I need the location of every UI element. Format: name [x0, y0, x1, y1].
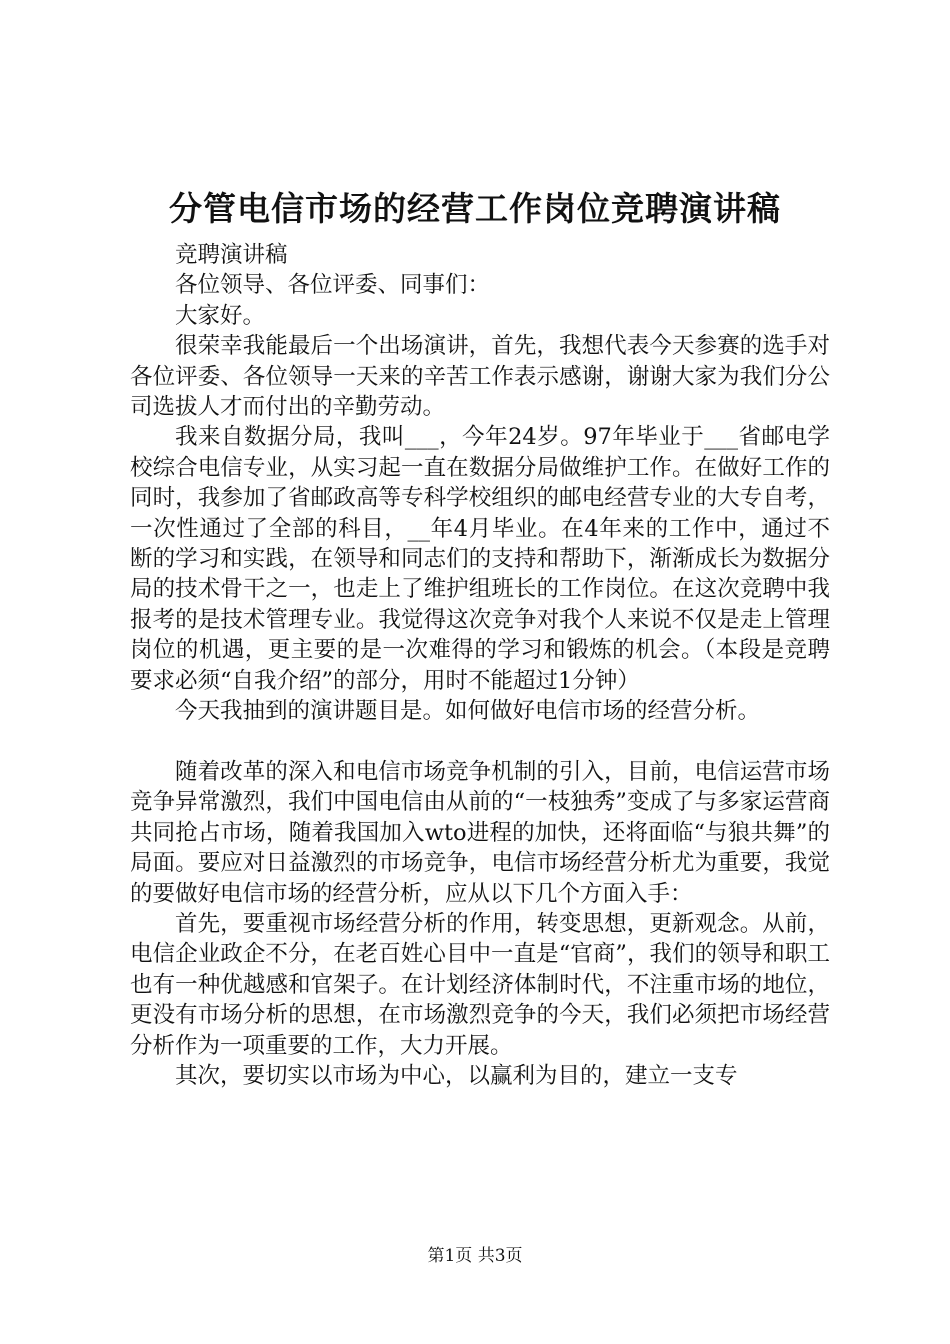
paragraph-topic: 今天我抽到的演讲题目是。如何做好电信市场的经营分析。	[175, 698, 761, 725]
paragraph-greeting: 大家好。	[175, 302, 266, 329]
paragraph-background: 随着改革的深入和电信市场竞争机制的引入，目前，电信运营市场竞争异常激烈，我们中国电信由从前的“一枝独秀”变成了与多家运营商共同抢占市场，随着我国加入wto进程的加快，还将面临“与狼共舞”的局面。要应对日益激烈的市场竞争，电信市场经营分析尤为重要，我觉的要做好电信市场的经营分析，应从以下几个方面入手：	[130, 758, 830, 907]
paragraph-second-point: 其次，要切实以市场为中心，以赢利为目的，建立一支专	[175, 1062, 738, 1089]
document-body	[130, 240, 830, 1091]
page-footer: 第1页 共3页	[427, 1246, 523, 1266]
paragraph-salutation: 各位领导、各位评委、同事们：	[175, 272, 491, 299]
paragraph-self-intro: 我来自数据分局，我叫___，今年24岁。97年毕业于___省邮电学校综合电信专业，从实习起一直在数据分局做维护工作。在做好工作的同时，我参加了省邮政高等专科学校组织的邮电经营专业的大专自考，一次性通过了全部的科目，__年4月毕业。在4年来的工作中，通过不断的学习和实践，在领导和同志们的支持和帮助下，渐渐成长为数据分局的技术骨干之一，也走上了维护组班长的工作岗位。在这次竞聘中我报考的是技术管理专业。我觉得这次竞争对我个人来说不仅是走上管理岗位的机遇，更主要的是一次难得的学习和锻炼的机会。（本段是竞聘要求必须“自我介绍”的部分，用时不能超过1分钟）	[130, 424, 830, 694]
paragraph-spacer	[130, 727, 830, 757]
document-title: 分管电信市场的经营工作岗位竞聘演讲稿	[169, 189, 781, 228]
paragraph-first-point: 首先，要重视市场经营分析的作用，转变思想，更新观念。从前，电信企业政企不分，在老百姓心目中一直是“官商”，我们的领导和职工也有一种优越感和官架子。在计划经济体制时代，不注重市场的地位，更没有市场分析的思想，在市场激烈竞争的今天，我们必须把市场经营分析作为一项重要的工作，大力开展。	[130, 910, 830, 1059]
paragraph-heading: 竞聘演讲稿	[175, 242, 288, 268]
paragraph-thanks: 很荣幸我能最后一个出场演讲，首先，我想代表今天参赛的选手对各位评委、各位领导一天来的辛苦工作表示感谢，谢谢大家为我们分公司选拔人才而付出的辛勤劳动。	[130, 333, 830, 421]
